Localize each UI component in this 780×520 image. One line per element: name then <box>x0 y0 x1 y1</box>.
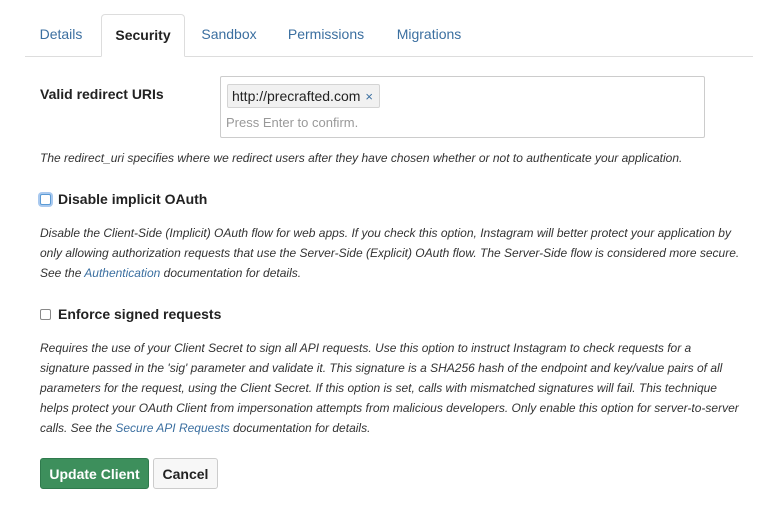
enforce-signed-requests-label[interactable]: Enforce signed requests <box>58 306 222 322</box>
implicit-oauth-help-text: Disable the Client-Side (Implicit) OAuth flow for web apps. If you check this option, Instagram will better protect your application by only allowing authorization requests that use the Server-Side (Explicit) OAuth flow. The Server-Side flow is considered more secure. See the <box>40 226 740 280</box>
secure-api-requests-link[interactable]: Secure API Requests <box>115 421 230 435</box>
tab-sandbox[interactable]: Sandbox <box>201 26 257 42</box>
tab-details[interactable]: Details <box>39 26 83 42</box>
enforce-signed-requests-checkbox[interactable] <box>40 309 51 320</box>
uri-chip <box>227 84 380 108</box>
uri-chip-text: http://precrafted.com <box>232 88 361 104</box>
implicit-oauth-help <box>40 223 740 283</box>
update-client-button[interactable]: Update Client <box>40 458 149 489</box>
redirect-uris-label: Valid redirect URIs <box>40 86 164 102</box>
remove-uri-icon[interactable]: × <box>365 89 373 104</box>
signed-requests-help-text: Requires the use of your Client Secret to sign all API requests. Use this option to instruct Instagram to check requests for a signature passed in the 'sig' parameter and validate it. This signature is a SHA256 hash of the endpoint and key/value pairs of all parameters for the request, using the Client Secret. If this option is set, calls with mismatched signatures will fail. This technique helps protect your OAuth Client from impersonation attempts from malicious developers. Only enable this option for server-to-server calls. See the <box>40 341 739 435</box>
implicit-oauth-help-suffix: documentation for details. <box>160 266 302 280</box>
tab-bar <box>25 14 753 57</box>
signed-requests-help-suffix: documentation for details. <box>229 421 371 435</box>
disable-implicit-oauth-row <box>40 190 207 208</box>
redirect-uri-input[interactable] <box>226 113 686 131</box>
tab-migrations[interactable]: Migrations <box>396 26 462 42</box>
disable-implicit-oauth-label[interactable]: Disable implicit OAuth <box>58 191 208 207</box>
cancel-button[interactable]: Cancel <box>153 458 218 489</box>
redirect-uris-help: The redirect_uri specifies where we redirect users after they have chosen whether or not to authenticate your application. <box>40 151 683 165</box>
enforce-signed-requests-row <box>40 305 221 323</box>
redirect-uris-field[interactable] <box>220 76 705 138</box>
tab-security[interactable]: Security <box>101 14 185 57</box>
signed-requests-help <box>40 338 740 438</box>
disable-implicit-oauth-checkbox[interactable] <box>40 194 51 205</box>
tab-permissions[interactable]: Permissions <box>287 26 365 42</box>
authentication-link[interactable]: Authentication <box>84 266 161 280</box>
